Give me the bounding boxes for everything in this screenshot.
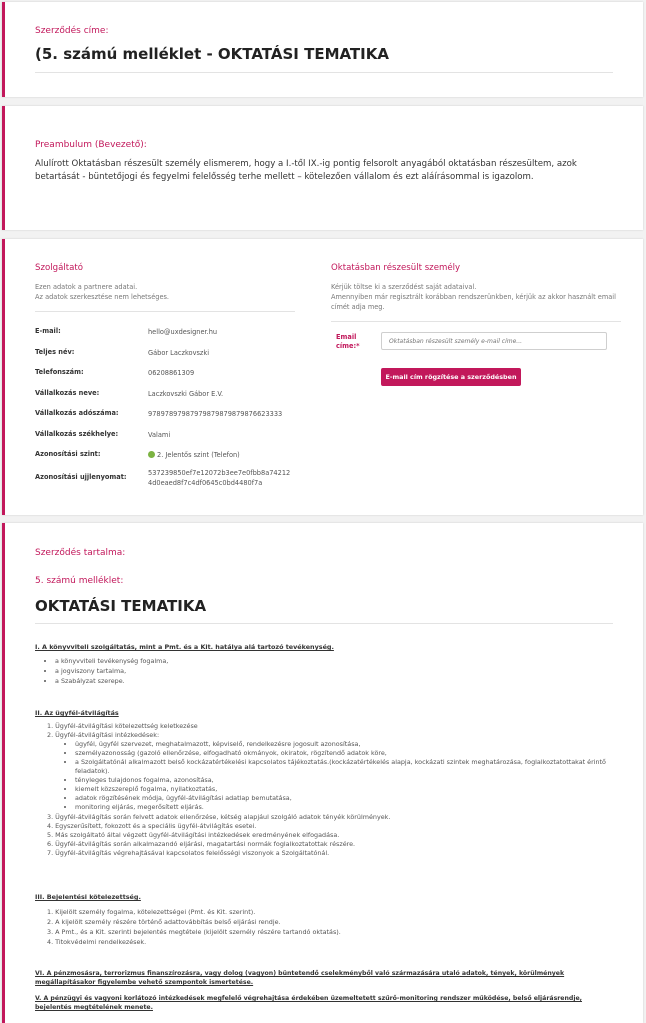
list-item: • adatok rögzítésének módja, ügyfél-átvilágítási adatlap bemutatása, — [75, 794, 292, 803]
row-key: E-mail: — [35, 327, 61, 335]
list-item: 1. Kijelölt személy fogalma, kötelezettségei (Pmt. és Kit. szerint). — [47, 908, 256, 917]
trainee-note-2: Amennyiben már regisztrált korábban rendszerünkben, kérjük az akkor használt email címét adja meg. — [331, 293, 616, 311]
section-heading-cont: bejelentés megtételének menete. — [35, 1004, 153, 1012]
section-5 — [35, 994, 615, 1013]
numbered-list — [35, 718, 615, 878]
contract-title-card — [2, 2, 643, 97]
list-item: • a könyvviteli tevékenység fogalma, — [55, 657, 168, 666]
list-item: 3. Ügyfél-átvilágítás során felvett adatok ellenőrzése, kétség alapjául szolgáló adatok tényék körülmények. — [47, 813, 391, 822]
section-1 — [35, 643, 615, 686]
bullet-list — [35, 652, 615, 686]
preamble-label: Preambulum (Bevezető): — [35, 140, 147, 150]
trainee-note-1: Kérjük töltse ki a szerződést saját adataival. — [331, 283, 477, 291]
section-heading-cont: megállapításakor figyelembe vehető szempontok ismertetése. — [35, 979, 254, 987]
list-item: • személyazonosság (gazoló ellenőrzése, elfogadható okmányok, okiratok, rögzítendő adatok köre, — [75, 749, 387, 758]
row-value: Laczkovszki Gábor E.V. — [148, 390, 224, 398]
row-value: hello@uxdesigner.hu — [148, 328, 218, 336]
section-2 — [35, 709, 615, 878]
list-item: • kiemelt közszereplő fogalma, nyilatkoztatás, — [75, 785, 217, 794]
list-item: 1. Ügyfél-átvilágítási kötelezettség keletkezése — [47, 722, 198, 731]
section-3 — [35, 893, 615, 947]
numbered-list — [35, 902, 615, 947]
provider-note-2: Az adatok szerkesztése nem lehetséges. — [35, 293, 170, 301]
list-item: • monitoring eljárás, megerősített eljárás. — [75, 803, 204, 812]
list-item: • ügyfél, ügyfél szervezet, meghatalmazott, képviselő, rendelkezésre jogosult azonosítása, — [75, 740, 360, 749]
verified-icon — [148, 451, 155, 458]
list-item: 4. Titokvédelmi rendelkezések. — [47, 938, 147, 947]
trainee-email-input[interactable] — [381, 332, 607, 350]
list-item: 7. Ügyfél-átvilágítás végrehajtásával kapcsolatos felelősségi viszonyok a Szolgáltatónál. — [47, 849, 330, 858]
trainee-title: Oktatásban részesült személy — [331, 263, 461, 273]
divider — [331, 321, 621, 322]
provider-note-1: Ezen adatok a partnere adatai. — [35, 283, 138, 291]
section-heading: III. Bejelentési kötelezettség. — [35, 893, 141, 901]
row-key: Vállalkozás adószáma: — [35, 409, 119, 417]
list-item: 2. A kijelölt személy részére történő adattovábbítás belső eljárási rendje. — [47, 918, 281, 927]
preamble-card — [2, 106, 643, 230]
list-item: • a Szolgáltatónál alkalmazott belső kockázatértékelési kapcsolatos tájékoztatás.(kockázatértékelés alapja, kockázati szintek meghatározása, foglalkoztatottakat érintő — [75, 758, 606, 767]
parties-card — [2, 239, 643, 515]
provider-title: Szolgáltató — [35, 263, 83, 273]
contract-title-label: Szerződés címe: — [35, 26, 109, 36]
row-key: Vállalkozás székhelye: — [35, 430, 119, 438]
section-heading: VI. A pénzmosásra, terrorizmus finanszírozásra, vagy dolog (vagyon) büntetendő cselekményből való származására utaló adatok, tények, körülmények — [35, 970, 565, 977]
content-label: Szerződés tartalma: — [35, 548, 126, 558]
section-heading: V. A pénzügyi és vagyoni korlátozó intézkedések megfelelő végrehajtása érdekében üzemeltetett szűrő-monitoring rendszer működése, belső eljárásrendje, — [35, 995, 583, 1002]
list-item: 6. Ügyfél-átvilágítás során alkalmazandó eljárási, magatartási normák foglalkoztatottak részére. — [47, 840, 356, 849]
id-level-text: 2. Jelentős szint (Telefon) — [157, 451, 240, 459]
row-key: Azonosítási ujjlenyomat: — [35, 473, 127, 481]
list-item: 2. Ügyfél-átvilágítási intézkedések: — [47, 731, 160, 740]
section-heading: II. Az ügyfél-átvilágítás — [35, 709, 119, 717]
email-label: Email címe:* — [336, 333, 360, 350]
row-key: Telefonszám: — [35, 368, 84, 376]
save-email-button[interactable]: E-mail cím rögzítése a szerződésben — [381, 368, 521, 386]
content-title: OKTATÁSI TEMATIKA — [35, 597, 207, 615]
row-value: Valami — [148, 431, 171, 439]
contract-title: (5. számú melléklet - OKTATÁSI TEMATIKA — [35, 45, 389, 63]
list-item: feladatok). — [75, 767, 110, 776]
row-key: Azonosítási szint: — [35, 450, 101, 458]
list-item: 4. Egyszerűsített, fokozott és a speciális ügyfél-átvilágítás esetei. — [47, 822, 257, 831]
list-item: • tényleges tulajdonos fogalma, azonosítása, — [75, 776, 214, 785]
row-value: Gábor Laczkovszki — [148, 349, 210, 357]
row-key: Vállalkozás neve: — [35, 389, 100, 397]
list-item: • a Szabályzat szerepe. — [55, 677, 125, 686]
row-value — [148, 450, 293, 460]
list-item: 3. A Pmt., és a Kit. szerinti bejelentés megtétele (kijelölt személy részére tartandó oktatás). — [47, 928, 341, 937]
divider — [35, 72, 613, 73]
row-value: 97897897987979879879879876623333 — [148, 410, 283, 418]
divider — [35, 311, 295, 312]
row-key: Teljes név: — [35, 348, 75, 356]
contract-content-card — [2, 523, 643, 1023]
preamble-text: Alulírott Oktatásban részesült személy elismerem, hogy a I.-től IX.-ig pontig felsorolt anyagából oktatásban részesültem, azok betartását - büntetőjogi és fegyelmi felelősség terhe mellett – kötelezően vállalom és ezt aláírásommal is igazolom. — [35, 159, 577, 182]
section-heading: I. A könyvviteli szolgáltatás, mint a Pmt. és a Kit. hatálya alá tartozó tevékenység. — [35, 643, 334, 651]
list-item: • a jogviszony tartalma, — [55, 667, 126, 676]
content-subtitle: 5. számú melléklet: — [35, 576, 124, 586]
row-value: 06208861309 — [148, 369, 195, 377]
list-item: 5. Más szolgáltató által végzett ügyfél-átvilágítási intézkedések eredményének elfogadása. — [47, 831, 340, 840]
row-value: 537239850ef7e12072b3ee7e0fbb8a742124d0eaed8f7c4df0645c0bd4480f7a — [148, 469, 291, 487]
section-6 — [35, 969, 615, 988]
divider — [35, 623, 613, 624]
